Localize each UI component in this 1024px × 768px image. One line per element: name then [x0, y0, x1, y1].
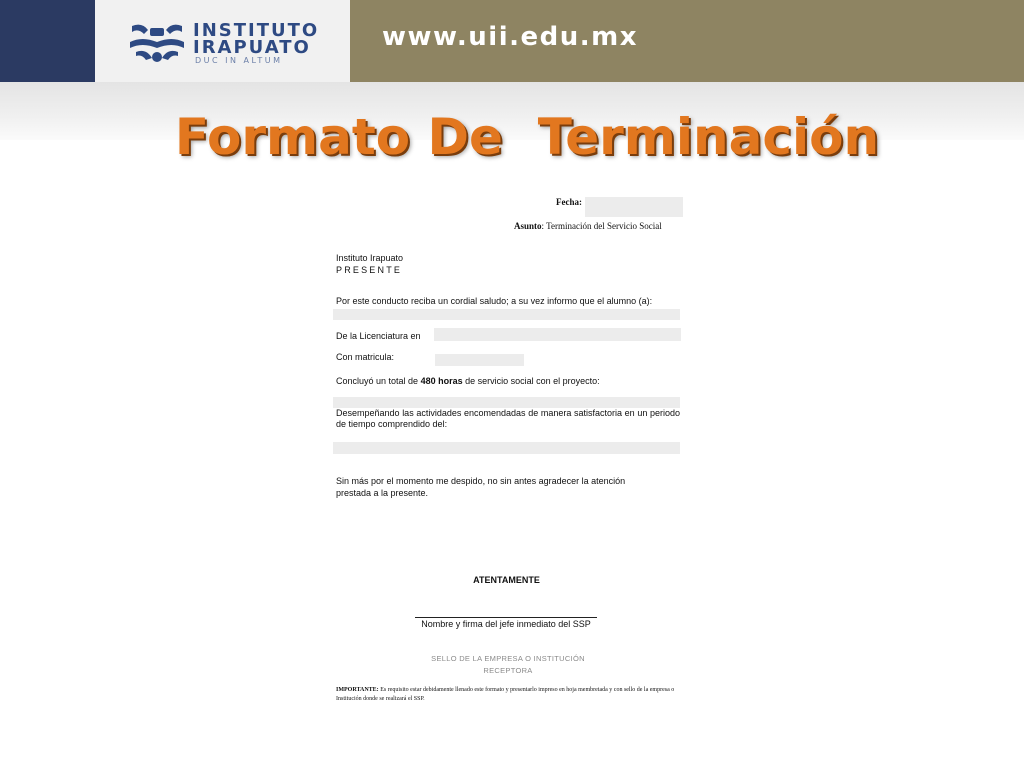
hours-statement	[336, 376, 600, 386]
fecha-field[interactable]	[585, 197, 683, 217]
atentamente-label: ATENTAMENTE	[473, 575, 540, 585]
logo-name-line2: IRAPUATO	[193, 37, 311, 58]
institute-logo-icon	[128, 20, 186, 64]
asunto-label: Asunto	[514, 221, 542, 231]
activities-paragraph: Desempeñando las actividades encomendadas de manera satisfactoria en un periodo de tiempo comprendido del:	[336, 408, 680, 429]
signature-caption: Nombre y firma del jefe inmediato del SSP	[421, 619, 591, 629]
hours-statement-pre: Concluyó un total de	[336, 376, 421, 386]
important-label: IMPORTANTE:	[336, 687, 379, 693]
greeting-paragraph: Por este conducto reciba un cordial saludo; a su vez informo que el alumno (a):	[336, 296, 653, 306]
matricula-field[interactable]	[435, 354, 524, 366]
website-url: www.uii.edu.mx	[382, 22, 638, 52]
student-name-field[interactable]	[333, 309, 680, 320]
hours-statement-post: de servicio social con el proyecto:	[462, 376, 600, 386]
closing-paragraph: Sin más por el momento me despido, no sin antes agradecer la atención prestada a la presente.	[336, 476, 626, 498]
presente-label: PRESENTE	[336, 265, 403, 275]
asunto-text: : Terminación del Servicio Social	[541, 221, 662, 231]
matricula-label: Con matricula:	[336, 352, 395, 362]
logo-name-line1: INSTITUTO	[193, 20, 320, 41]
asunto-line	[514, 221, 662, 231]
fecha-label: Fecha:	[556, 197, 582, 207]
stamp-caption: SELLO DE LA EMPRESA O INSTITUCIÓN RECEPTORA	[431, 654, 585, 675]
project-field[interactable]	[333, 397, 680, 408]
recipient-institution: Instituto Irapuato	[336, 253, 404, 263]
licenciatura-label: De la Licenciatura en	[336, 331, 421, 341]
important-note	[336, 686, 681, 704]
signature-line	[415, 617, 597, 618]
termination-form-document	[333, 190, 683, 710]
hours-value: 480 horas	[420, 376, 463, 386]
important-text: Es requisito estar debidamente llenado este formato y presentarlo impreso en hoja membretada y con sello de la empresa o Institución donde se realizará el SSP.	[336, 687, 675, 702]
period-field[interactable]	[333, 442, 680, 454]
slide-title: Formato De Terminación	[174, 108, 880, 166]
logo-tagline: DUC IN ALTUM	[195, 56, 283, 65]
header-navy-band	[0, 0, 95, 82]
licenciatura-field[interactable]	[434, 328, 681, 341]
